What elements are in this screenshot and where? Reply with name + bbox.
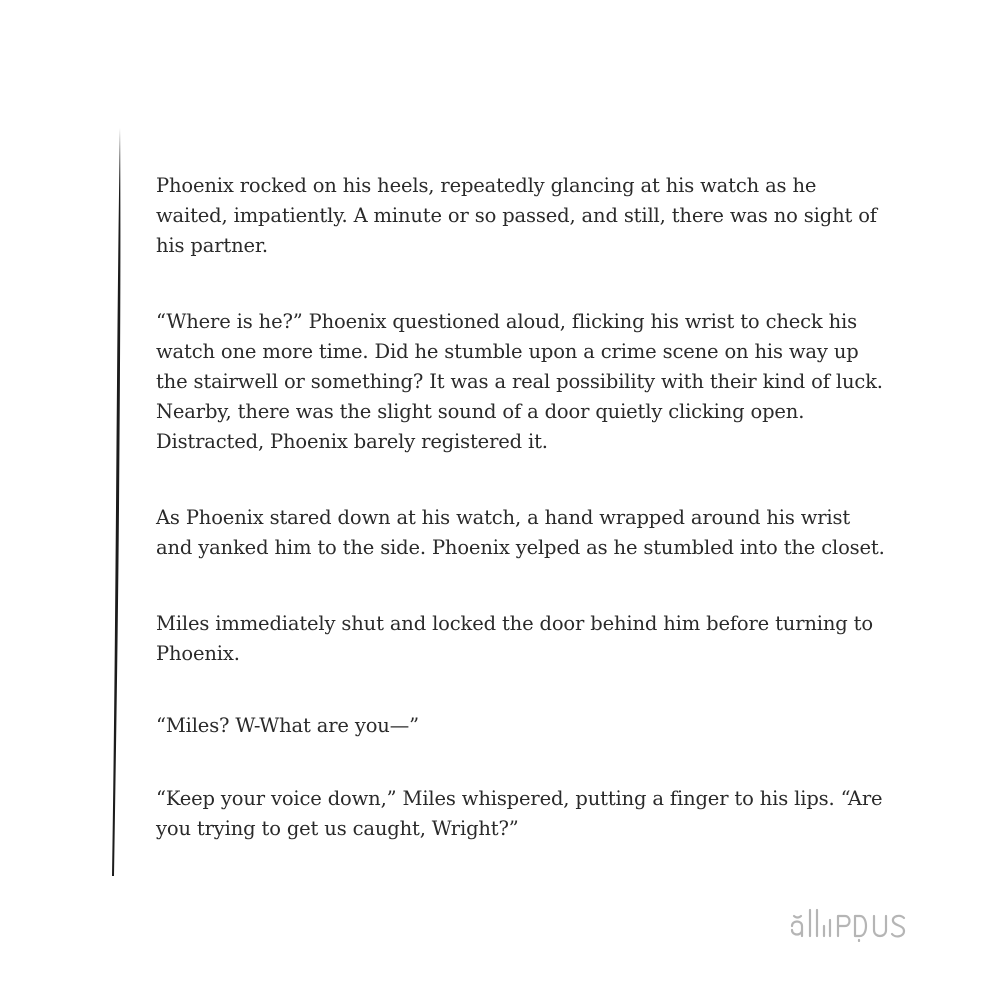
- paragraph: Miles immediately shut and locked the door behind him before turning to Phoenix.: [156, 612, 873, 665]
- margin-brush-stroke: [108, 128, 128, 876]
- paragraph: “Keep your voice down,” Miles whispered, putting a finger to his lips. “Are you trying to get us caught, Wright?”: [156, 787, 883, 840]
- watermark-logo: [788, 902, 933, 942]
- paragraph: “Miles? W-What are you—”: [156, 714, 419, 737]
- story-text: [156, 171, 891, 844]
- paragraph: Phoenix rocked on his heels, repeatedly glancing at his watch as he waited, impatiently. A minute or so passed, and still, there was no sight of his partner.: [156, 174, 877, 257]
- paragraph: As Phoenix stared down at his watch, a hand wrapped around his wrist and yanked him to the side. Phoenix yelped as he stumbled into the closet.: [156, 506, 885, 559]
- paragraph: “Where is he?” Phoenix questioned aloud, flicking his wrist to check his watch one more time. Did he stumble upon a crime scene on his way up the stairwell or something? It was a real possibility with their kind of luck. Nearby, there was the slight sound of a door quietly clicking open. Distracted, Phoenix barely registered it.: [156, 310, 883, 453]
